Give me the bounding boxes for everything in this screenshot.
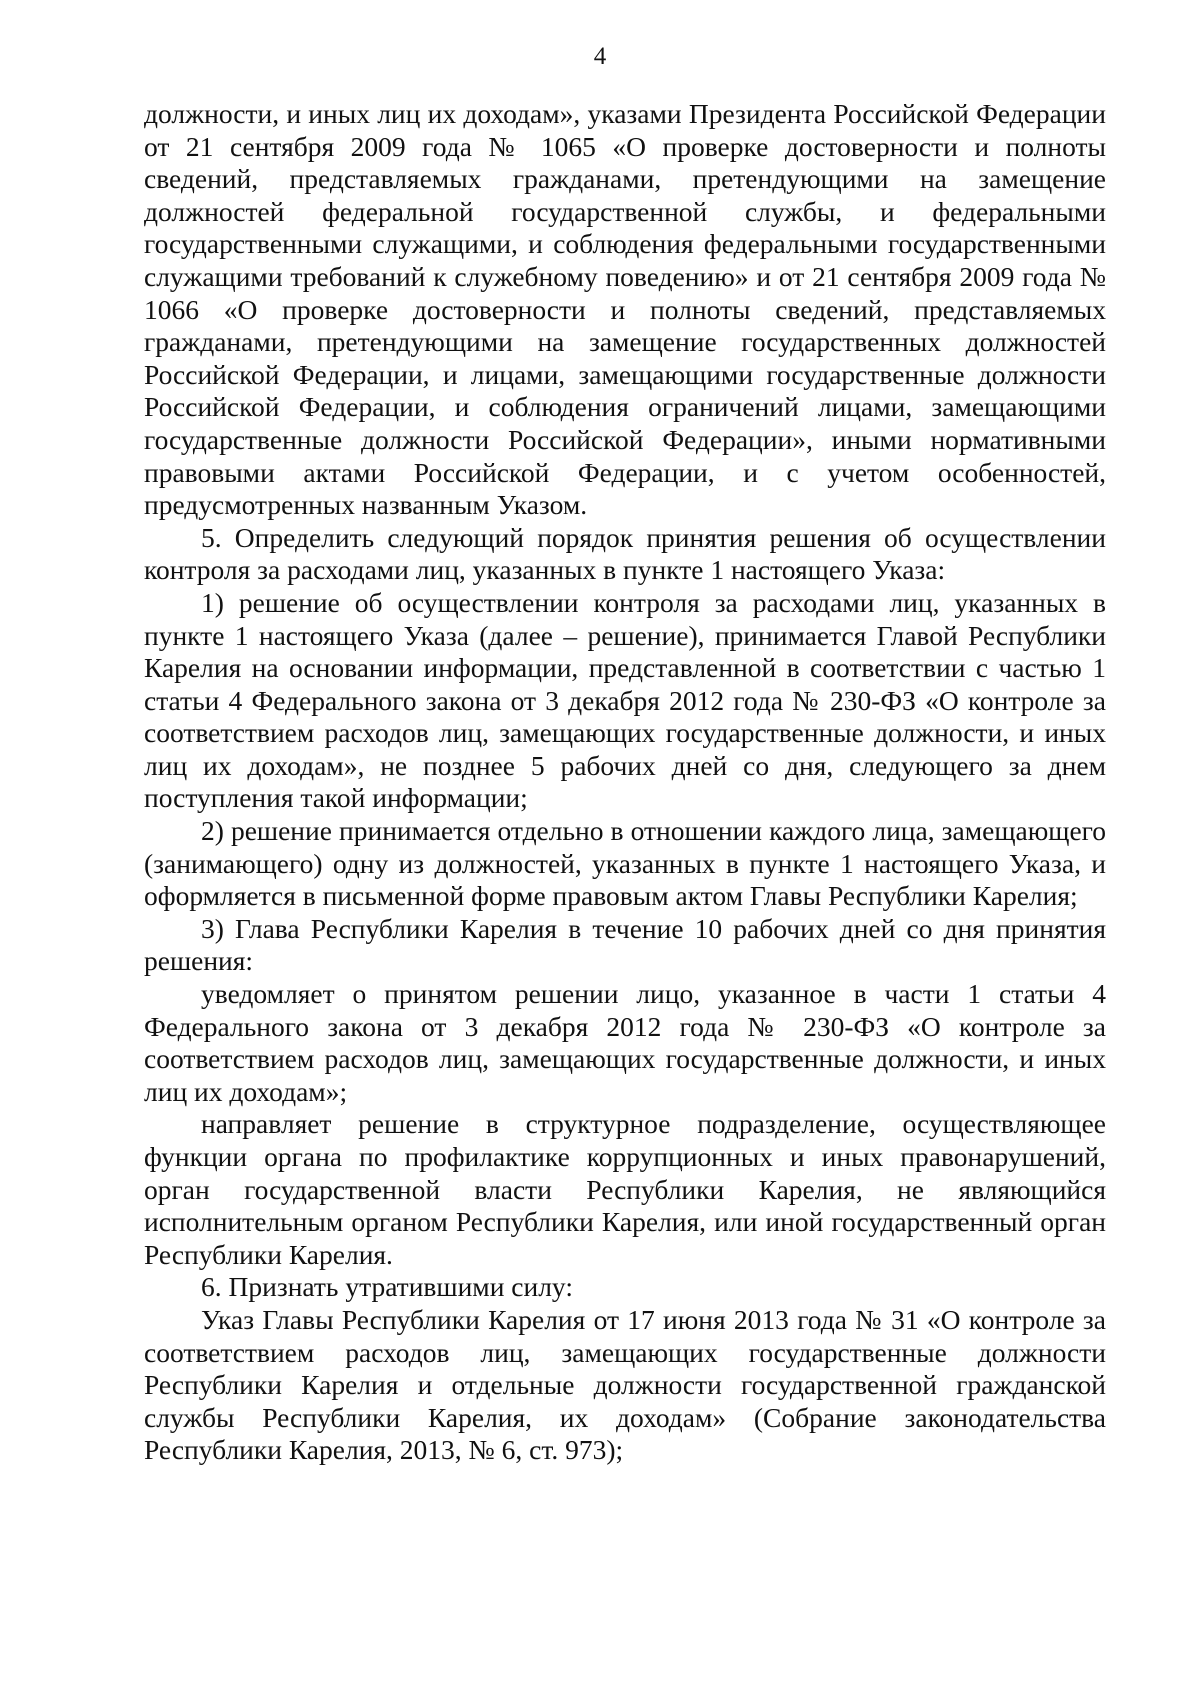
paragraph-subitem-1: 1) решение об осуществлении контроля за расходами лиц, указанных в пункте 1 настоящего Указа (далее – решение), принимается Главой Республики Карелия на основании информации, представленной в соответствии с частью 1 статьи 4 Федерального закона от 3 декабря 2012 года № 230-ФЗ «О контроле за соответствием расходов лиц, замещающих государственные должности, и иных лиц их доходам», не позднее 5 рабочих дней со дня, следующего за днем поступления такой информации;	[144, 586, 1106, 814]
paragraph-repealed-decree: Указ Главы Республики Карелия от 17 июня 2013 года № 31 «О контроле за соответствием расходов лиц, замещающих государственные должности Республики Карелия и отдельные должности государственной гражданской службы Республики Карелия, их доходам» (Собрание законодательства Республики Карелия, 2013, № 6, ст. 973);	[144, 1303, 1106, 1466]
paragraph-send: направляет решение в структурное подразделение, осуществляющее функции органа по профилактике коррупционных и иных правонарушений, орган государственной власти Республики Карелия, не являющийся исполнительным органом Республики Карелия, или иной государственный орган Республики Карелия.	[144, 1108, 1106, 1270]
document-body	[144, 98, 1106, 1467]
paragraph-subitem-3: 3) Глава Республики Карелия в течение 10 рабочих дней со дня принятия решения:	[144, 912, 1106, 977]
paragraph-subitem-2: 2) решение принимается отдельно в отношении каждого лица, замещающего (занимающего) одну из должностей, указанных в пункте 1 настоящего Указа, и оформляется в письменной форме правовым актом Главы Республики Карелия;	[144, 815, 1106, 912]
paragraph-notify: уведомляет о принятом решении лицо, указанное в части 1 статьи 4 Федерального закона от 3 декабря 2012 года № 230-ФЗ «О контроле за соответствием расходов лиц, замещающих государственные должности, и иных лиц их доходам»;	[144, 978, 1106, 1107]
paragraph-continuation: должности, и иных лиц их доходам», указами Президента Российской Федерации от 21 сентября 2009 года № 1065 «О проверке достоверности и полноты сведений, представляемых гражданами, претендующими на замещение должностей федеральной государственной службы, и федеральными государственными служащими, и соблюдения федеральными государственными служащими требований к служебному поведению» и от 21 сентября 2009 года № 1066 «О проверке достоверности и полноты сведений, представляемых гражданами, претендующими на замещение государственных должностей Российской Федерации, и лицами, замещающими государственные должности Российской Федерации, и соблюдения ограничений лицами, замещающими государственные должности Российской Федерации», иными нормативными правовыми актами Российской Федерации, и с учетом особенностей, предусмотренных названным Указом.	[144, 98, 1106, 521]
paragraph-item-6: 6. Признать утратившими силу:	[201, 1271, 573, 1303]
paragraph-item-5: 5. Определить следующий порядок принятия решения об осуществлении контроля за расходами лиц, указанных в пункте 1 настоящего Указа:	[144, 521, 1106, 586]
page-number: 4	[593, 43, 607, 70]
